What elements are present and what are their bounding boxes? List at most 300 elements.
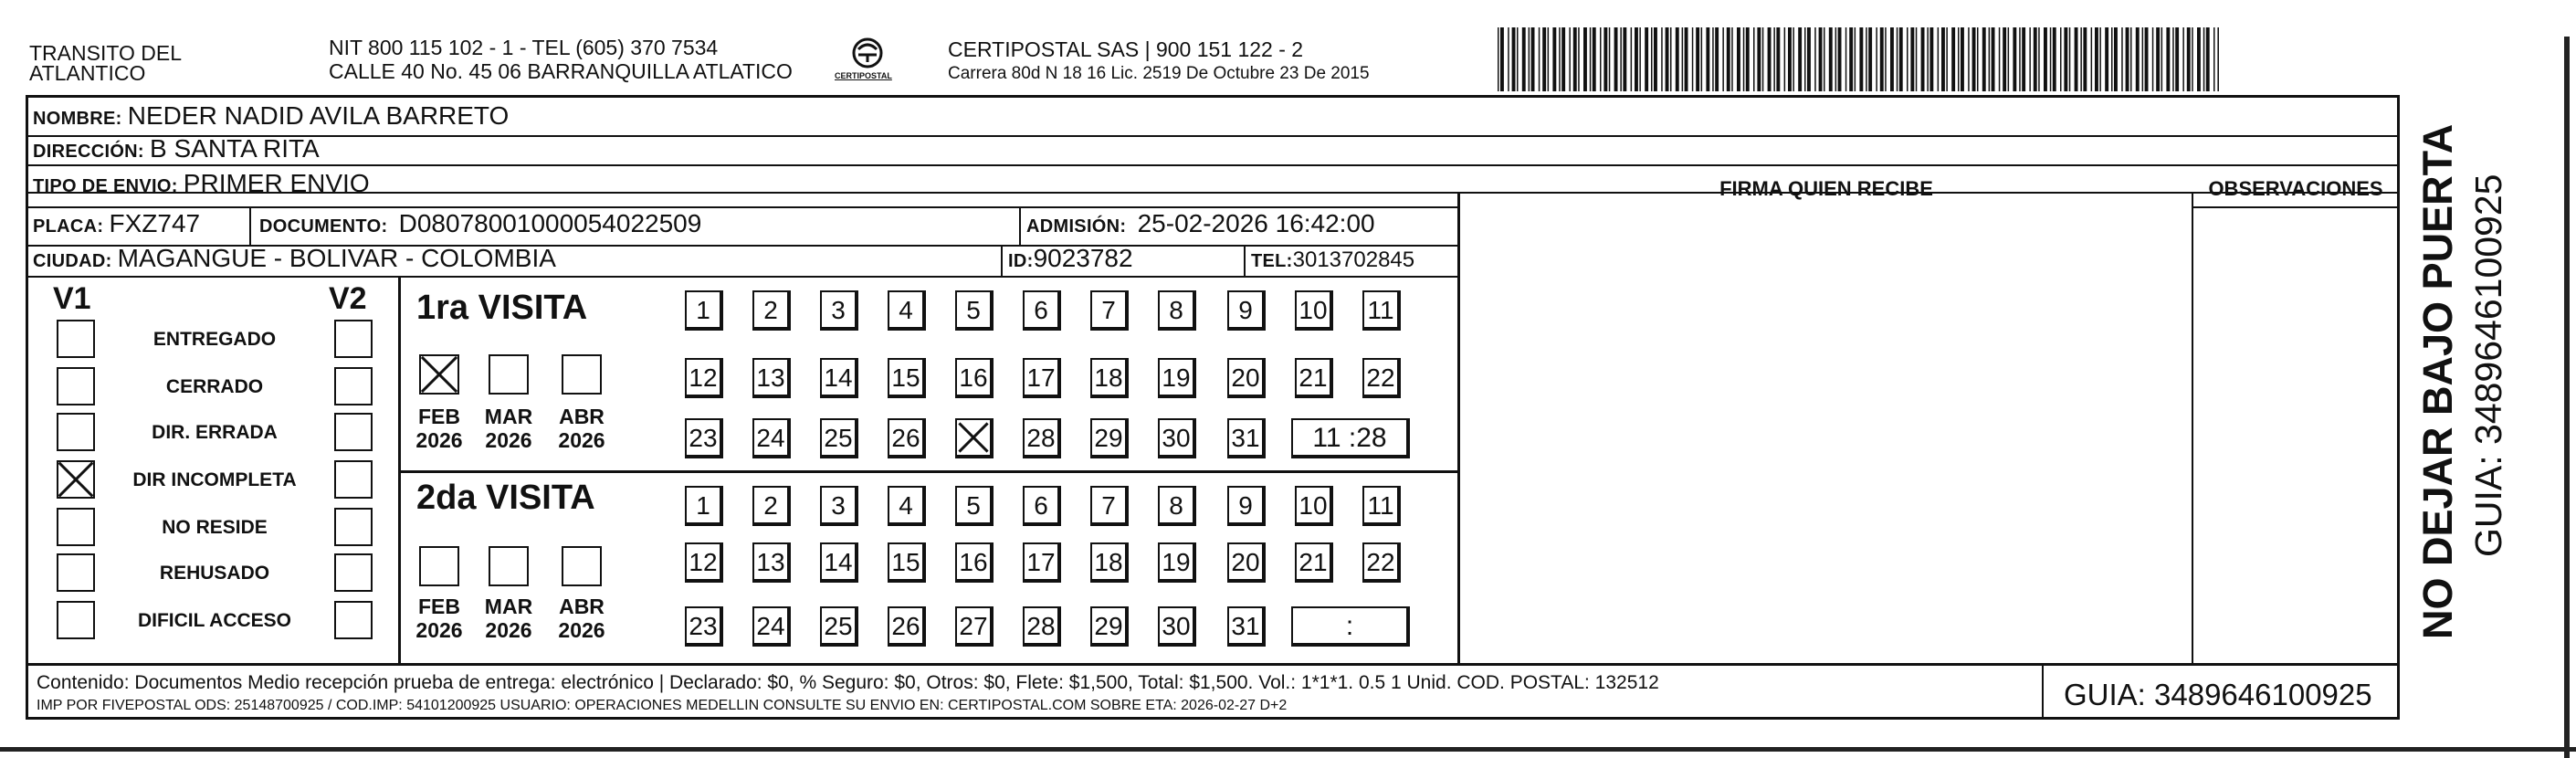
barcode-bar [2126,27,2129,91]
barcode-bar [1609,27,1611,91]
day-box[interactable]: 16 [955,358,994,398]
day-box[interactable]: 13 [752,542,791,583]
send-type-value: PRIMER ENVIO [183,169,370,197]
time-box[interactable]: 11 :28 [1291,418,1410,458]
barcode-bar [2172,27,2174,91]
day-box[interactable]: 22 [1362,542,1401,583]
day-box[interactable]: 30 [1158,606,1196,647]
barcode-bar [1712,27,1714,91]
day-box[interactable]: 25 [820,606,858,647]
day-box[interactable]: 28 [1023,606,1061,647]
v2-checkbox[interactable] [334,508,373,546]
day-box[interactable]: 14 [820,358,858,398]
day-box[interactable]: 23 [685,418,723,458]
barcode-bar [1814,27,1816,91]
month-year: 2026 [485,618,532,642]
tracking-barcode [1498,27,2219,91]
day-box[interactable]: 11 [1362,486,1401,526]
barcode-bar [1666,27,1669,91]
barcode-bar [1639,27,1641,91]
footer-content-line: Contenido: Documentos Medio recepción prueba de entrega: electrónico | Declarado: $0, % Seguro: $0, Otros: $0, Flete: $1,500, Total: $1,500. Vol.: 1*1*1. 0.5 1 Unid. COD. POSTAL: 132512 [37,672,1659,693]
barcode-bar [1583,27,1587,91]
day-box[interactable]: 27 [955,606,994,647]
barcode-bar [2029,27,2031,91]
v2-header: V2 [329,281,367,316]
v1-checkbox[interactable] [57,367,95,405]
barcode-bar [2175,27,2179,91]
admission-field [1026,209,1375,238]
barcode-bar [1651,27,1653,91]
license-line: Carrera 80d N 18 16 Lic. 2519 De Octubre 23 De 2015 [948,64,1370,83]
day-box[interactable]: 19 [1158,358,1196,398]
barcode-bar [1835,27,1837,91]
day-box[interactable] [955,418,994,458]
barcode-bar [2053,27,2056,91]
day-box[interactable]: 25 [820,418,858,458]
v2-checkbox[interactable] [334,367,373,405]
barcode-bar [1552,27,1556,91]
day-box[interactable]: 26 [888,606,926,647]
barcode-bar [1692,27,1694,91]
name-label: NOMBRE: [33,109,122,129]
barcode-bar [1999,27,2001,91]
day-box[interactable]: 24 [752,606,791,647]
barcode-bar [2075,27,2078,91]
barcode-bar [1542,27,1546,91]
barcode-bar [1743,27,1745,91]
barcode-bar [1849,27,1853,91]
barcode-bar [1992,27,1995,91]
day-box[interactable]: 11 [1362,290,1401,331]
barcode-bar [1623,27,1626,91]
day-box[interactable]: 29 [1090,418,1129,458]
day-box[interactable]: 2 [752,290,791,331]
month-year: 2026 [485,428,532,452]
month-name: MAR [484,405,533,428]
reasons-col-divider [398,276,401,663]
day-box[interactable]: 16 [955,542,994,583]
day-box[interactable]: 12 [685,358,723,398]
document-label: DOCUMENTO: [259,216,388,237]
barcode-bar [1696,27,1699,91]
day-box[interactable]: 21 [1295,542,1333,583]
day-box[interactable]: 31 [1227,418,1266,458]
admission-label: ADMISIÓN: [1026,216,1127,237]
barcode-bar [1916,27,1918,91]
divider [1001,245,1003,276]
day-box[interactable]: 15 [888,542,926,583]
month-checkbox[interactable] [489,546,529,586]
barcode-bar [1548,27,1550,91]
barcode-bar [1890,27,1894,91]
barcode-bar [1500,27,1504,91]
day-box[interactable]: 17 [1023,358,1061,398]
day-box[interactable]: 23 [685,606,723,647]
barcode-bar [1855,27,1856,91]
month-checkbox[interactable] [419,354,459,395]
barcode-bar [1731,27,1733,91]
id-value: 9023782 [1033,244,1133,272]
barcode-bar [1590,27,1592,91]
barcode-bar [1929,27,1933,91]
barcode-bar [1899,27,1903,91]
barcode-bar [1938,27,1940,91]
logo-wordmark: CERTIPOSTAL [835,71,892,80]
barcode-bar [2203,27,2205,91]
month-year: 2026 [558,618,605,642]
day-box[interactable]: 10 [1295,290,1333,331]
barcode-bar [1788,27,1792,91]
signature-column-header: FIRMA QUIEN RECIBE [1719,177,1933,200]
barcode-bar [2050,27,2052,91]
day-box[interactable]: 3 [820,290,858,331]
barcode-bar [2044,27,2047,91]
barcode-bar [1670,27,1672,91]
barcode-bar [1958,27,1960,91]
barcode-bar [1573,27,1577,91]
page-edge-right [2564,37,2570,758]
day-box[interactable]: 26 [888,418,926,458]
v2-checkbox[interactable] [334,460,373,499]
barcode-bar [2022,27,2025,91]
barcode-bar [1977,27,1979,91]
barcode-bar [2060,27,2062,91]
id-label: ID: [1008,251,1034,271]
barcode-bar [2080,27,2082,91]
barcode-bar [1654,27,1657,91]
barcode-bar [1907,27,1908,91]
divider [26,206,1457,208]
barcode-bar [2136,27,2140,91]
id-field [1008,244,1133,273]
name-value: NEDER NADID AVILA BARRETO [127,101,510,130]
month-checkbox[interactable] [562,354,602,395]
barcode-bar [1706,27,1709,91]
barcode-bar [1508,27,1509,91]
divider [26,276,1457,278]
side-guide-number: GUIA: 3489646100925 [2467,174,2509,557]
barcode-bar [1819,27,1823,91]
divider [2398,192,2400,665]
footer-print-line: IMP POR FIVEPOSTAL ODS: 25148700925 / COD.IMP: 54101200925 USUARIO: OPERACIONES MEDELLIN CONSULTE SU ENVIO EN: CERTIPOSTAL.COM SOBRE ETA: 2026-02-27 D+2 [37,698,1288,713]
day-box[interactable]: 3 [820,486,858,526]
v1-checkbox[interactable] [57,553,95,592]
v1-checkbox[interactable] [57,320,95,358]
day-box[interactable]: 14 [820,542,858,583]
month-name: ABR [559,595,605,618]
barcode-bar [1620,27,1622,91]
day-box[interactable]: 9 [1227,290,1266,331]
document-value: D08078001000054022509 [398,209,702,237]
day-box[interactable]: 5 [955,290,994,331]
barcode-bar [1838,27,1842,91]
visit2-title: 2da VISITA [416,479,595,517]
barcode-bar [2064,27,2067,91]
barcode-bar [2019,27,2021,91]
signature-col-divider [1457,192,1460,665]
reason-label: DIR. ERRADA [152,422,278,443]
barcode-bar [1685,27,1688,91]
document-field [259,209,702,238]
address-value: B SANTA RITA [150,134,320,163]
month-year: 2026 [415,428,463,452]
reason-label: CERRADO [165,376,264,397]
barcode-bar [1746,27,1750,91]
day-box[interactable]: 22 [1362,358,1401,398]
send-type-label: TIPO DE ENVIO: [33,176,178,196]
day-box[interactable]: 4 [888,486,926,526]
divider [1244,245,1246,276]
v1-checkbox[interactable] [57,413,95,451]
barcode-bar [1880,27,1884,91]
barcode-bar [1885,27,1887,91]
month-checkbox[interactable] [419,546,459,586]
barcode-bar [2099,27,2101,91]
day-box[interactable]: 12 [685,542,723,583]
barcode-bar [1715,27,1719,91]
day-box[interactable]: 18 [1090,542,1129,583]
city-value: MAGANGUE - BOLIVAR - COLOMBIA [117,244,556,272]
barcode-bar [2111,27,2113,91]
barcode-bar [2121,27,2123,91]
barcode-bar [1578,27,1580,91]
barcode-bar [1722,27,1724,91]
barcode-bar [2091,27,2093,91]
page-edge-bottom [0,747,2576,752]
day-box[interactable]: 10 [1295,486,1333,526]
month-checkbox[interactable] [489,354,529,395]
barcode-bar [2145,27,2149,91]
barcode-bar [2013,27,2016,91]
no-under-door-warning: NO DEJAR BAJO PUERTA [2414,123,2461,639]
barcode-bar [1972,27,1976,91]
month-name: FEB [418,595,460,618]
barcode-bar [1529,27,1530,91]
day-box[interactable]: 21 [1295,358,1333,398]
day-box[interactable]: 1 [685,486,723,526]
barcode-bar [1798,27,1802,91]
barcode-bar [1866,27,1867,91]
barcode-bar [1661,27,1663,91]
barcode-bar [1631,27,1633,91]
barcode-bar [2008,27,2010,91]
barcode-bar [2034,27,2037,91]
day-box[interactable]: 5 [955,486,994,526]
visit-divider [398,470,1457,473]
address-label: DIRECCIÓN: [33,142,144,162]
name-field [33,101,510,131]
barcode-bar [1682,27,1684,91]
day-box[interactable]: 8 [1158,486,1196,526]
month-name: FEB [418,405,460,428]
observations-col-divider [2192,192,2193,665]
barcode-bar [1876,27,1877,91]
day-box[interactable]: 24 [752,418,791,458]
barcode-bar [1941,27,1945,91]
day-box[interactable]: 18 [1090,358,1129,398]
day-box[interactable]: 8 [1158,290,1196,331]
v1-checkbox[interactable] [57,460,95,499]
day-box[interactable]: 9 [1227,486,1266,526]
day-box[interactable]: 30 [1158,418,1196,458]
tel-value: 3013702845 [1292,247,1415,272]
tel-field [1251,248,1414,273]
barcode-bar [2213,27,2215,91]
barcode-bar [1968,27,1970,91]
month-year: 2026 [558,428,605,452]
barcode-bar [2161,27,2163,91]
v2-checkbox[interactable] [334,413,373,451]
barcode-bar [1531,27,1535,91]
address-field [33,134,320,163]
barcode-bar [1793,27,1794,91]
plate-label: PLACA: [33,216,104,237]
barcode-bar [1982,27,1986,91]
barcode-bar [2156,27,2160,91]
courier-line: CERTIPOSTAL SAS | 900 151 122 - 2 [948,37,1304,61]
footer-guide-divider [2042,663,2044,720]
barcode-bar [2187,27,2191,91]
company-name-line2: ATLANTICO [29,61,146,85]
barcode-bar [1910,27,1914,91]
barcode-bar [1498,27,1499,91]
day-box[interactable]: 29 [1090,606,1129,647]
day-box[interactable]: 6 [1023,486,1061,526]
barcode-bar [2182,27,2184,91]
barcode-bar [1603,27,1607,91]
v2-checkbox[interactable] [334,553,373,592]
barcode-bar [1859,27,1863,91]
barcode-bar [1539,27,1540,91]
time-box[interactable]: : [1291,606,1410,647]
company-name-line1: TRANSITO DEL [29,41,182,65]
barcode-bar [1961,27,1964,91]
v2-checkbox[interactable] [334,320,373,358]
barcode-bar [1762,27,1764,91]
divider [26,135,2400,137]
barcode-bar [2069,27,2071,91]
v1-header: V1 [53,281,91,316]
barcode-bar [1593,27,1596,91]
barcode-bar [1804,27,1806,91]
barcode-bar [2197,27,2201,91]
divider [2192,206,2398,208]
day-box[interactable]: 20 [1227,358,1266,398]
barcode-bar [1676,27,1679,91]
tel-label: TEL: [1251,251,1293,271]
barcode-bar [2142,27,2144,91]
barcode-bar [2130,27,2132,91]
v1-checkbox[interactable] [57,601,95,639]
barcode-bar [1807,27,1811,91]
day-box[interactable]: 17 [1023,542,1061,583]
barcode-bar [1569,27,1571,91]
barcode-bar [2192,27,2193,91]
barcode-bar [1768,27,1772,91]
reason-label: ENTREGADO [152,329,277,350]
barcode-bar [1946,27,1948,91]
barcode-bar [2206,27,2210,91]
barcode-bar [1951,27,1955,91]
day-box[interactable]: 20 [1227,542,1266,583]
day-box[interactable]: 7 [1090,486,1129,526]
barcode-bar [1727,27,1730,91]
nit-line: NIT 800 115 102 - 1 - TEL (605) 370 7534 [329,36,719,59]
address-line: CALLE 40 No. 45 06 BARRANQUILLA ATLATICO [329,59,793,83]
v2-checkbox[interactable] [334,601,373,639]
barcode-bar [2114,27,2118,91]
day-box[interactable]: 15 [888,358,926,398]
barcode-bar [1773,27,1775,91]
barcode-bar [1757,27,1761,91]
reason-label: NO RESIDE [162,517,268,538]
footer-divider [26,663,2400,666]
day-box[interactable]: 19 [1158,542,1196,583]
barcode-bar [2105,27,2108,91]
day-box[interactable]: 28 [1023,418,1061,458]
barcode-bar [1845,27,1847,91]
barcode-bar [1868,27,1872,91]
barcode-bar [1600,27,1602,91]
day-box[interactable]: 13 [752,358,791,398]
barcode-bar [2003,27,2006,91]
city-field [33,244,556,273]
barcode-bar [1927,27,1929,91]
barcode-bar [2083,27,2087,91]
plate-value: FXZ747 [109,209,201,237]
barcode-bar [1989,27,1991,91]
month-checkbox[interactable] [562,546,602,586]
barcode-bar [1921,27,1925,91]
reason-label: DIFICIL ACCESO [137,610,291,631]
day-box[interactable]: 6 [1023,290,1061,331]
month-name: ABR [559,405,605,428]
barcode-bar [1559,27,1561,91]
barcode-bar [2217,27,2219,91]
footer-guide-number: GUIA: 3489646100925 [2064,678,2372,711]
barcode-bar [1522,27,1526,91]
barcode-bar [2038,27,2040,91]
barcode-bar [1776,27,1780,91]
day-box[interactable]: 2 [752,486,791,526]
reason-label: REHUSADO [159,563,270,584]
month-year: 2026 [415,618,463,642]
barcode-bar [1614,27,1618,91]
v1-checkbox[interactable] [57,508,95,546]
plate-field [33,209,201,238]
reason-label: DIR INCOMPLETA [132,469,297,490]
day-box[interactable]: 4 [888,290,926,331]
barcode-bar [1737,27,1740,91]
day-box[interactable]: 1 [685,290,723,331]
barcode-bar [1701,27,1703,91]
barcode-bar [1829,27,1833,91]
barcode-bar [1824,27,1825,91]
visit1-title: 1ra VISITA [416,289,588,327]
barcode-bar [1635,27,1638,91]
day-box[interactable]: 7 [1090,290,1129,331]
barcode-bar [1897,27,1898,91]
barcode-bar [2095,27,2098,91]
divider [249,206,251,245]
barcode-bar [1512,27,1516,91]
barcode-bar [2166,27,2170,91]
day-box[interactable]: 31 [1227,606,1266,647]
admission-value: 25-02-2026 16:42:00 [1137,209,1375,237]
city-label: CIUDAD: [33,251,112,271]
barcode-bar [1561,27,1565,91]
barcode-bar [1753,27,1755,91]
